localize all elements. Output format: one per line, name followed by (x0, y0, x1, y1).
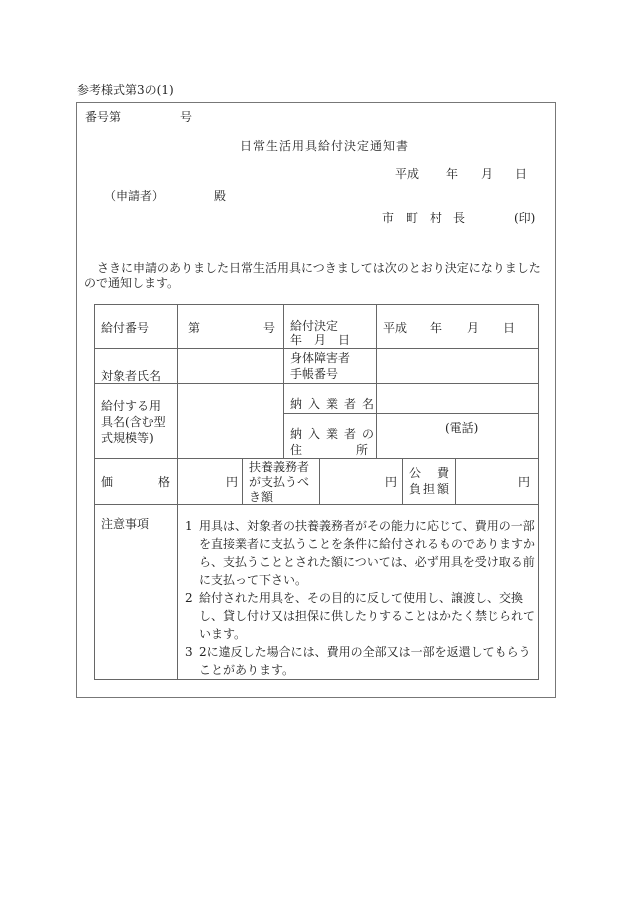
item-name-label-3: 式規模等) (101, 431, 154, 445)
price-label-b: 格 (158, 475, 171, 489)
benefit-number-prefix: 第 (188, 321, 201, 335)
issuer-village: 村 (430, 211, 443, 225)
notice-number-suffix: 号 (180, 110, 193, 124)
phone-label: (電話) (445, 421, 479, 435)
applicant-honorific: 殿 (214, 189, 227, 203)
handbook-label-2: 手帳番号 (290, 367, 339, 381)
date-era: 平成 (395, 167, 420, 181)
notes-label: 注意事項 (101, 517, 150, 531)
subject-name-label: 対象者氏名 (101, 369, 162, 383)
vendor-address-label-2a: 住 (290, 443, 303, 457)
notes-list (185, 517, 535, 679)
benefit-number-suffix: 号 (263, 321, 276, 335)
issuer-head: 長 (453, 211, 466, 225)
vendor-address-label-1: 納入業者の (290, 427, 381, 441)
decision-date-era: 平成 (383, 321, 408, 335)
vendor-address-label-2b: 所 (356, 443, 369, 457)
note-item-2: 2 給付された用具を、その目的に反して使用し、譲渡し、交換し、貸し付け又は担保に供したりすることはかたく禁じられています。 (185, 591, 536, 641)
public-burden-unit: 円 (518, 475, 531, 489)
vendor-name-label: 納入業者名 (290, 397, 381, 411)
decision-date-year: 年 (430, 321, 443, 335)
intro-text-line2: ので通知します。 (84, 276, 180, 290)
date-year: 年 (446, 167, 459, 181)
seal-mark: (印) (514, 211, 536, 225)
decision-date-label-1: 給付決定 (290, 319, 339, 333)
public-burden-label-1a: 公 (409, 466, 422, 480)
guardian-payment-label-3: き額 (249, 490, 274, 504)
item-name-label-2: 具名(含む型 (101, 415, 166, 429)
guardian-payment-label-2: が支払うべ (249, 475, 310, 489)
form-reference: 参考様式第3の(1) (77, 83, 174, 97)
public-burden-label-1b: 費 (437, 466, 450, 480)
note-item-1: 1 用具は、対象者の扶養義務者がその能力に応じて、費用の一部を直接業者に支払うことを条件に給付されるものでありますから、支払うこととされた額については、必ず用具を受け取る前に支払って下さい。 (185, 519, 536, 587)
decision-date-month: 月 (467, 321, 480, 335)
issuer-town: 町 (406, 211, 419, 225)
decision-date-label-2: 年 月 日 (290, 333, 351, 347)
note-item-3: 3 2に違反した場合には、費用の全部又は一部を返還してもらうことがあります。 (185, 645, 531, 677)
decision-date-day: 日 (503, 321, 516, 335)
guardian-payment-unit: 円 (385, 475, 398, 489)
applicant-label: （申請者） (104, 189, 165, 203)
benefit-number-label: 給付番号 (101, 321, 150, 335)
date-day: 日 (515, 167, 528, 181)
intro-text-line1: さきに申請のありました日常生活用具につきましては次のとおり決定になりました (97, 261, 541, 275)
item-name-label-1: 給付する用 (101, 399, 162, 413)
guardian-payment-label-1: 扶養義務者 (249, 460, 310, 474)
notice-number-prefix: 番号第 (85, 110, 122, 124)
issuer-city: 市 (382, 211, 395, 225)
date-month: 月 (481, 167, 494, 181)
price-unit: 円 (226, 475, 239, 489)
public-burden-label-2: 負担額 (409, 482, 452, 496)
document-title: 日常生活用具給付決定通知書 (240, 139, 410, 153)
handbook-label-1: 身体障害者 (290, 351, 351, 365)
price-label-a: 価 (101, 475, 114, 489)
